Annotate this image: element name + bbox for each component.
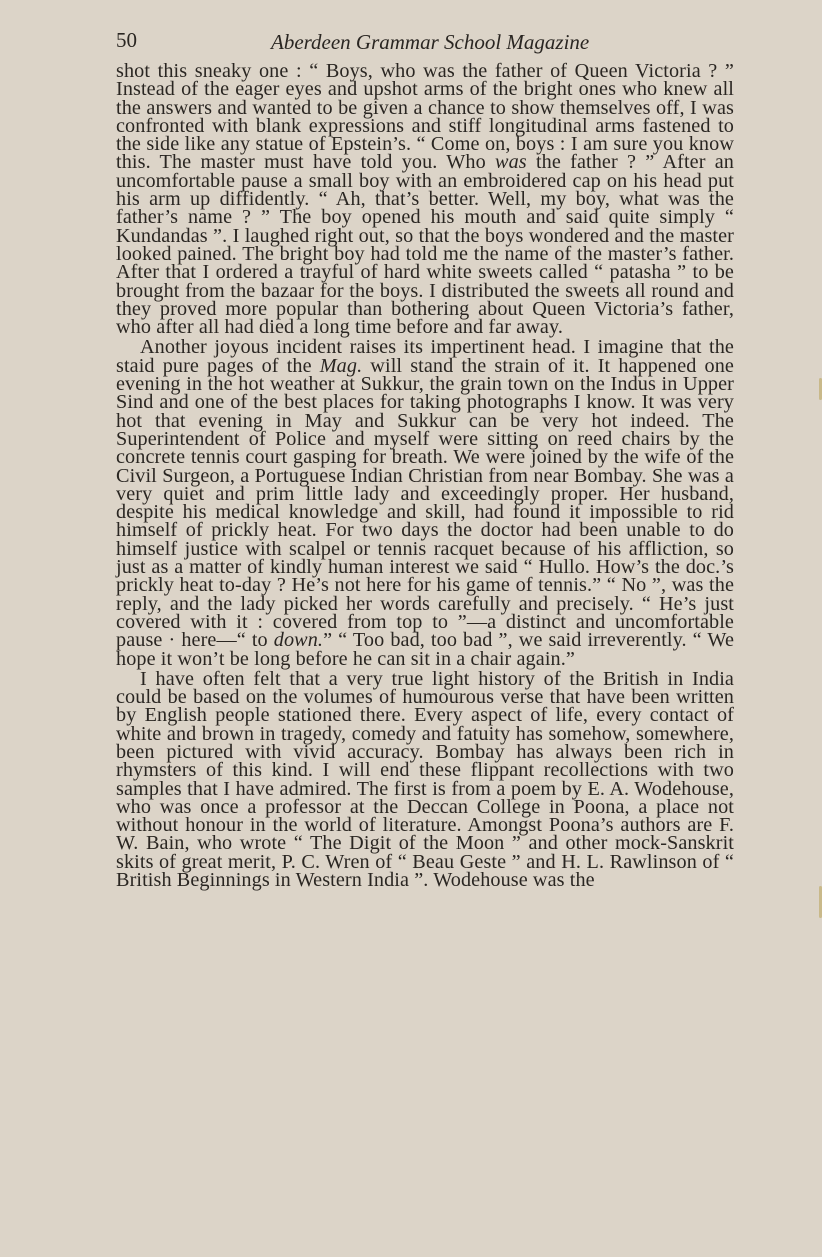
paragraph (116, 336, 735, 670)
body-text (116, 60, 735, 892)
page-header (116, 28, 736, 58)
text-run: shot this sneaky one : “ Boys, who was the father of Queen Victoria ? ” Instead of the eager eyes and upshot arms of the bright ones who knew all the answers and wanted to be given a chance to show themselves off, I was confronted with blank expressions and stiff longitudinal arms fastened to the side like any statue of Epstein’s. “ Come on, boys : I am sure you know this. The master must have told you. Who (116, 60, 734, 174)
text-run: will stand the strain of it. It happened one evening in the hot weather at Sukkur, the grain town on the Indus in Upper Sind and one of the best places for taking photographs I know. It was very hot that evening in May and Sukkur can be very hot indeed. The Superintendent of Police and myself were sitting on reed chairs by the concrete tennis court gasping for breath. We were joined by the wife of the Civil Surgeon, a Portuguese Indian Christian from near Bombay. She was a very quiet and prim little lady and exceedingly proper. Her husband, despite his medical knowledge and skill, had found it impossible to rid himself of prickly heat. For two days the doctor had been unable to do himself justice with scalpel or tennis racquet because of his affliction, so just as a matter of kindly human interest we said “ Hullo. How’s the doc.’s prickly heat to-day ? He’s not here for his game of tennis.” “ No ”, was the reply, and the lady picked her words carefully and precisely. “ He’s just covered with it : covered from top to ”—a distinct and uncomfortable pause · here—“ to (116, 354, 734, 652)
italic-text: Mag. (319, 354, 363, 377)
paragraph (116, 667, 734, 892)
italic-text: down. (273, 629, 324, 652)
text-run: I have often felt that a very true light history of the British in India could be based on the volumes of humourous verse that have been written by English people stationed there. Every aspect of life, every contact of white and brown in tragedy, comedy and fatuity has somehow, somewhere, been pictured with vivid accuracy. Bombay has always been rich in rhymsters of this kind. I will end these flippant recollections with two samples that I have admired. The first is from a poem by E. A. Wodehouse, who was once a professor at the Deccan College in Poona, a place not without honour in the world of literature. Amongst Poona’s authors are F. W. Bain, who wrote “ The Digit of the Moon ” and other mock-Sanskrit skits of great merit, P. C. Wren of “ Beau Geste ” and H. L. Rawlinson of “ British Beginnings in Western India ”. Wodehouse was the (116, 667, 734, 892)
text-run: the father ? ” After an uncomfortable pause a small boy with an embroidered cap on his head put his arm up diffidently. “ Ah, that’s better. Well, my boy, what was the father’s name ? ” The boy opened his mouth and said quite simply “ Kundandas ”. I laughed right out, so that the boys wondered and the master looked pained. The bright boy had told me the name of the master’s father. After that I ordered a trayful of hard white sweets called “ patasha ” to be brought from the bazaar for the boys. I distributed the sweets all round and they proved more popular than bothering about Queen Victoria’s father, who after all had died a long time before and far away. (116, 151, 735, 339)
paragraph (116, 60, 735, 339)
running-title: Aberdeen Grammar School Magazine (271, 30, 590, 54)
italic-text: was (495, 151, 527, 174)
text-run: Another joyous incident raises its impertinent head. I imagine that the staid pure pages of the (116, 336, 734, 377)
page-number: 50 (116, 28, 137, 52)
text-run: ” “ Too bad, too bad ”, we said irreverently. “ We hope it won’t be long before he can sit in a chair again.” (116, 629, 735, 670)
